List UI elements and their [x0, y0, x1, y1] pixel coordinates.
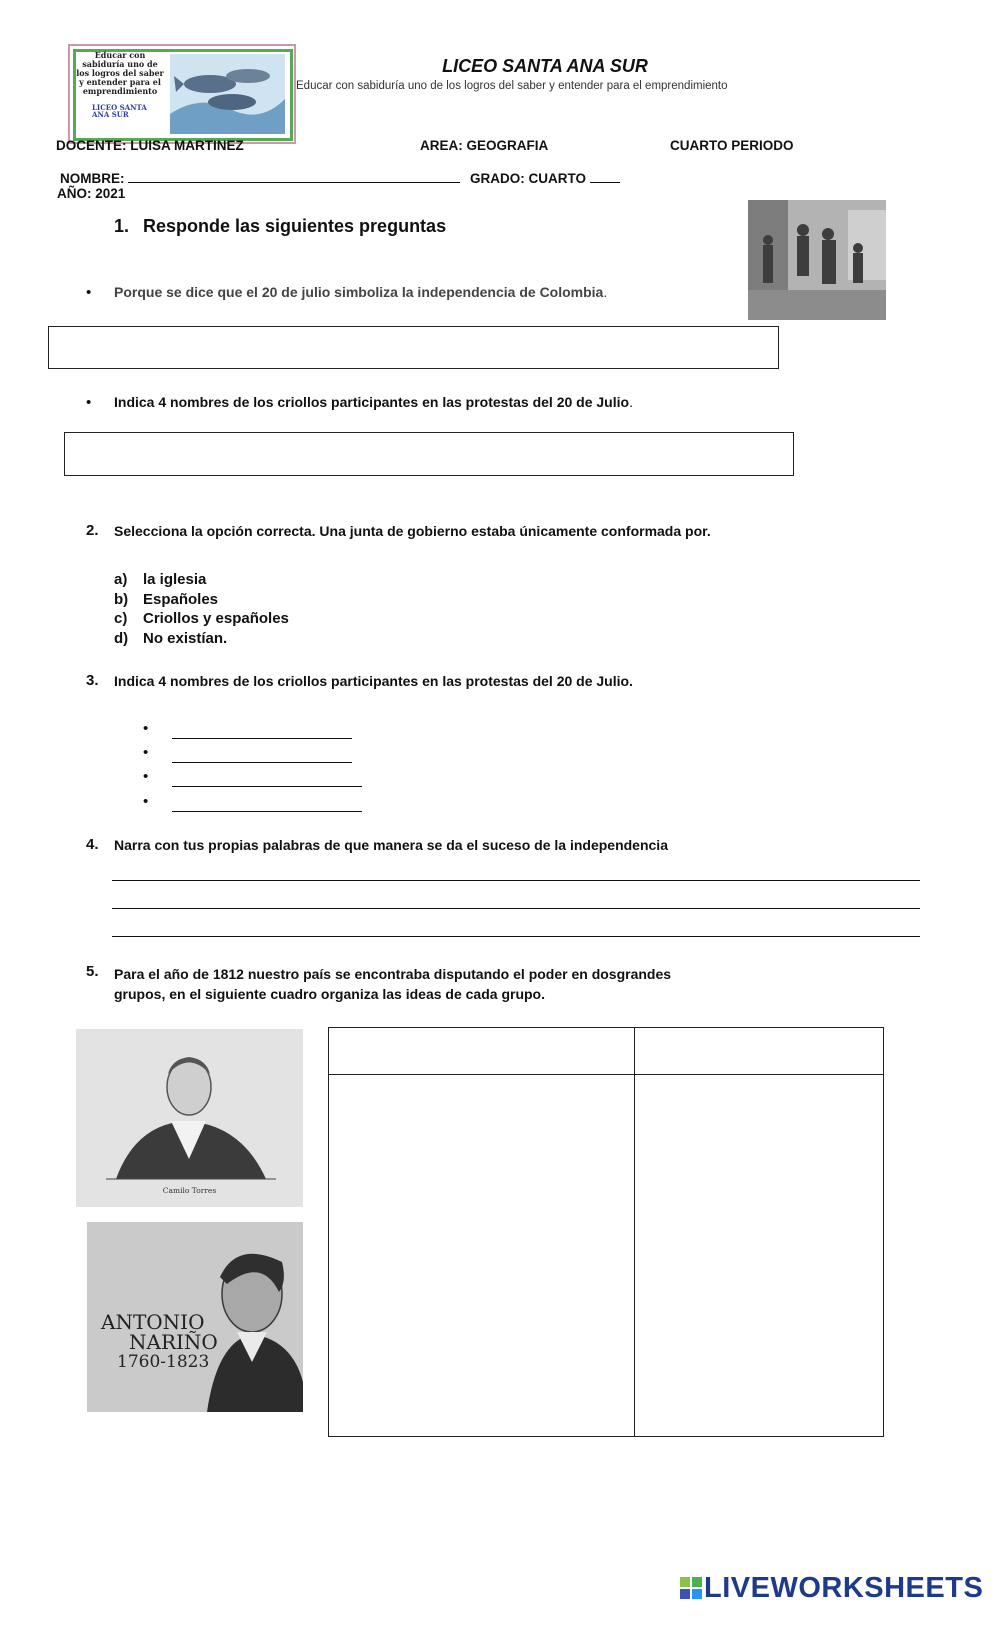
question-5-line-1: Para el año de 1812 nuestro país se encontraba disputando el poder en dosgrandes — [114, 966, 672, 982]
option-letter: b) — [114, 590, 129, 608]
liveworksheets-brand — [680, 1570, 984, 1604]
option-d[interactable] — [114, 629, 289, 649]
question-1a-end: . — [603, 284, 608, 300]
question-1-title: Responde las siguientes preguntas — [143, 216, 447, 236]
option-b[interactable] — [114, 590, 289, 610]
independence-scene-image — [748, 200, 886, 320]
name-label: NOMBRE: — [60, 171, 125, 186]
torres-caption: Camilo Torres — [162, 1186, 217, 1195]
period-label: CUARTO PERIODO — [670, 138, 794, 153]
bullet-icon: • — [86, 394, 92, 411]
question-3-number: 3. — [86, 672, 99, 689]
scene-drawing — [748, 200, 886, 320]
option-text: No existían. — [143, 629, 228, 647]
answer-line-3b[interactable] — [172, 762, 352, 763]
narino-years: 1760-1823 — [117, 1352, 210, 1372]
logo-motto-text: Educar con sabiduría uno de los logros del saber y entender para el emprendimiento — [76, 50, 164, 96]
table-body-cell-right[interactable] — [635, 1075, 884, 1437]
question-5-line-2: grupos, en el siguiente cuadro organiza las ideas de cada grupo. — [114, 986, 545, 1002]
question-2-text: Selecciona la opción correcta. Una junta de gobierno estaba únicamente conformada por. — [114, 523, 711, 539]
answer-box-1a[interactable] — [48, 326, 779, 369]
question-1b-end: . — [629, 394, 633, 410]
question-5-number: 5. — [86, 963, 99, 980]
question-5-text — [114, 964, 671, 1004]
question-2-number: 2. — [86, 522, 99, 539]
answer-box-1b[interactable] — [64, 432, 794, 476]
table-header-cell-right[interactable] — [635, 1028, 884, 1075]
question-1a-text — [114, 284, 607, 300]
question-2-options — [114, 570, 289, 648]
teacher-label: DOCENTE: LUISA MARTINEZ — [56, 138, 244, 153]
bullet-icon: • — [143, 793, 149, 810]
name-blank[interactable] — [128, 168, 460, 183]
year-label: AÑO: 2021 — [57, 186, 126, 201]
answer-line-4b[interactable] — [112, 908, 920, 909]
whales-illustration — [170, 54, 285, 134]
grade-blank[interactable] — [590, 168, 620, 183]
school-logo — [68, 44, 296, 144]
school-title: LICEO SANTA ANA SUR — [442, 56, 648, 76]
brand-text: LIVEWORKSHEETS — [704, 1572, 984, 1604]
antonio-narino-portrait — [87, 1222, 303, 1412]
question-1b-text — [114, 394, 633, 410]
option-letter: c) — [114, 610, 128, 627]
question-4-number: 4. — [86, 836, 99, 853]
option-text: Españoles — [143, 590, 219, 608]
name-field-row — [60, 168, 620, 186]
school-motto: Educar con sabiduría uno de los logros del saber y entender para el emprendimiento — [296, 80, 728, 92]
question-4-text: Narra con tus propias palabras de que manera se da el suceso de la independencia — [114, 837, 668, 853]
narino-name-line-2: NARIÑO — [129, 1330, 218, 1354]
narino-name-line-1: ANTONIO — [101, 1310, 205, 1334]
torres-engraving — [76, 1029, 303, 1207]
answer-line-3d[interactable] — [172, 811, 362, 812]
bullet-icon: • — [143, 744, 149, 761]
option-letter: a) — [114, 571, 128, 588]
table-body-cell-left[interactable] — [329, 1075, 635, 1437]
question-3-text: Indica 4 nombres de los criollos participantes en las protestas del 20 de Julio. — [114, 673, 633, 689]
comparison-table — [328, 1027, 884, 1437]
option-c[interactable] — [114, 609, 289, 629]
question-1-number: 1. — [114, 216, 130, 236]
bullet-icon: • — [86, 284, 92, 301]
grade-label: GRADO: CUARTO — [470, 171, 587, 186]
option-letter: d) — [114, 629, 129, 647]
table-header-row — [329, 1028, 884, 1075]
question-1a-label: Porque se dice que el 20 de julio simboliza la independencia de Colombia — [114, 284, 604, 300]
bullet-icon: • — [143, 768, 149, 785]
table-body-row — [329, 1075, 884, 1437]
option-text: la iglesia — [143, 571, 207, 588]
option-a[interactable] — [114, 570, 289, 590]
answer-line-3a[interactable] — [172, 738, 352, 739]
option-text: Criollos y españoles — [143, 610, 289, 627]
answer-line-4a[interactable] — [112, 880, 920, 881]
logo-school-name: LICEO SANTA ANA SUR — [92, 103, 147, 119]
liveworksheets-logo-icon — [680, 1577, 702, 1599]
answer-line-3c[interactable] — [172, 786, 362, 787]
question-1b-label: Indica 4 nombres de los criollos participantes en las protestas del 20 de Julio — [114, 394, 630, 410]
table-header-cell-left[interactable] — [329, 1028, 635, 1075]
camilo-torres-portrait — [76, 1029, 303, 1207]
bullet-icon: • — [143, 720, 149, 737]
area-label: AREA: GEOGRAFIA — [420, 138, 549, 153]
answer-line-4c[interactable] — [112, 936, 920, 937]
